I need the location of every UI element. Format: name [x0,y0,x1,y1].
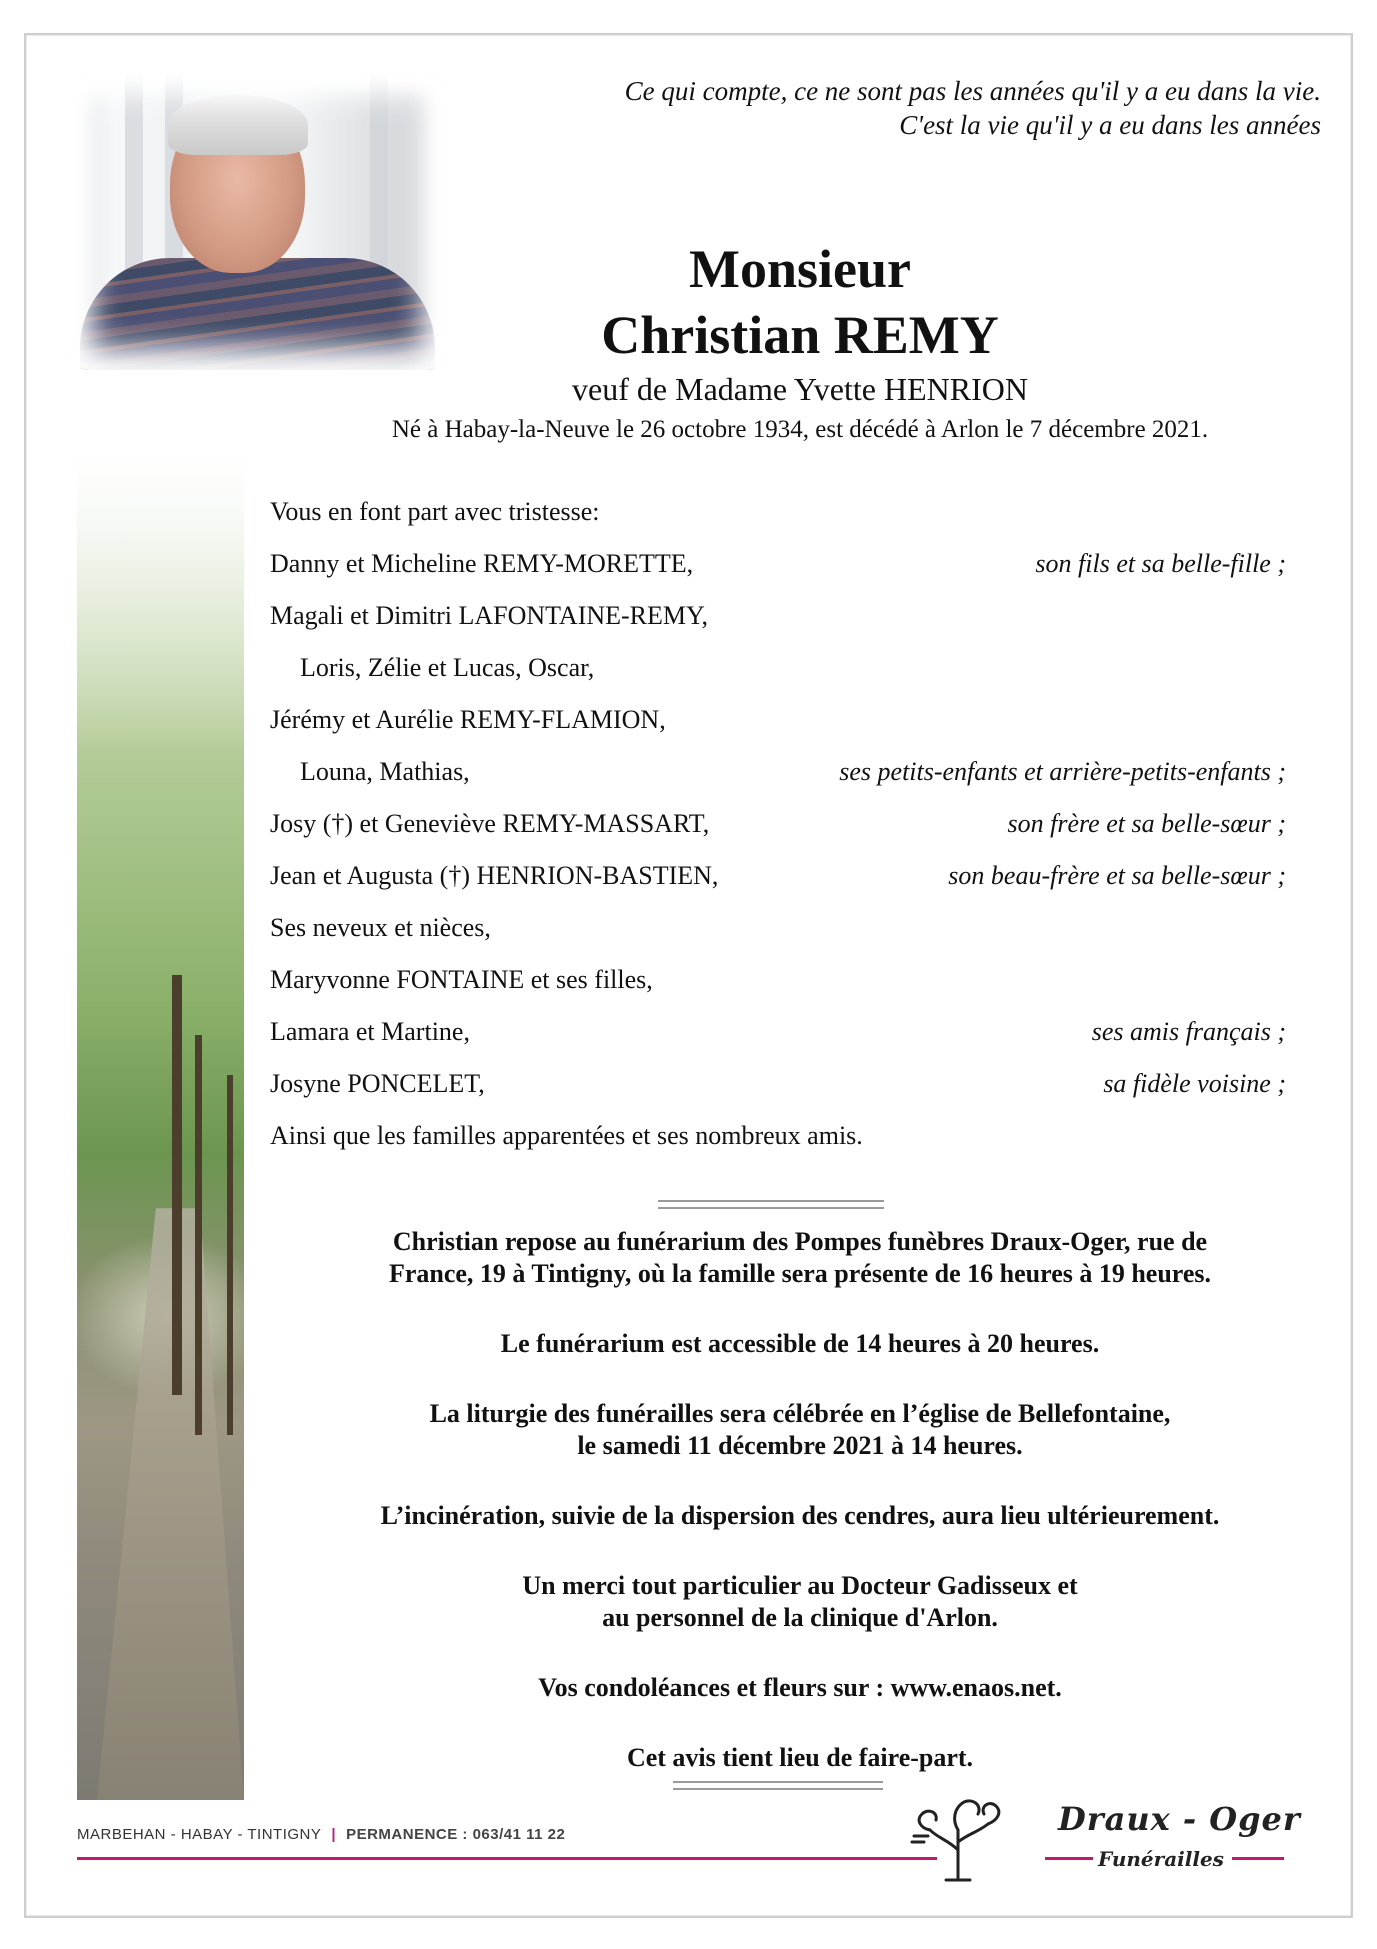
family-name: Lamara et Martine, [270,1017,470,1046]
footer-accent-line-left [77,1857,937,1860]
family-row [270,590,1286,642]
birth-death-line: Né à Habay-la-Neuve le 26 octobre 1934, est décédé à Arlon le 7 décembre 2021. [391,416,1209,443]
family-closing: Ainsi que les familles apparentées et ses nombreux amis. [270,1121,863,1150]
family-row [270,538,1286,590]
family-intro: Vous en font part avec tristesse: [270,497,600,526]
family-row [270,1006,1286,1058]
family-name: Josyne PONCELET, [270,1069,485,1098]
family-name: Magali et Dimitri LAFONTAINE-REMY, [270,601,708,630]
quote-line-2: C'est la vie qu'il y a eu dans les années [899,110,1321,140]
forest-path-image [77,455,244,1800]
family-row [270,850,1286,902]
portrait-photo [70,73,445,370]
thanks-line-1: Un merci tout particulier au Docteur Gadisseux et [522,1571,1078,1600]
thanks-line-2: au personnel de la clinique d'Arlon. [602,1603,998,1632]
quote-line-1: Ce qui compte, ce ne sont pas les années qu'il y a eu dans la vie. [624,76,1321,106]
liturgy-info [300,1398,1300,1462]
honorific: Monsieur [689,239,911,299]
family-row [270,642,1286,694]
family-relation: son fils et sa belle-fille ; [1035,549,1286,578]
family-row [270,746,1286,798]
family-name: Ses neveux et nièces, [270,913,491,942]
funerarium-line-2: France, 19 à Tintigny, où la famille sera présente de 16 heures à 19 heures. [388,1259,1212,1288]
family-name: Danny et Micheline REMY-MORETTE, [270,549,694,578]
family-name: Josy (†) et Geneviève REMY-MASSART, [270,809,710,838]
brand-subtitle: Funérailles [1098,1847,1224,1871]
family-row [270,798,1286,850]
deceased-title [450,236,1150,368]
funerarium-line-1: Christian repose au funérarium des Pompes funèbres Draux-Oger, rue de [392,1227,1208,1256]
footer-accent-line-right [1232,1857,1284,1860]
family-relation: son beau-frère et sa belle-sœur ; [948,861,1286,890]
footer-separator: | [331,1826,337,1843]
widow-line: veuf de Madame Yvette HENRION [572,371,1028,407]
footer-locations: MARBEHAN - HABAY - TINTIGNY [77,1826,322,1843]
family-relation: sa fidèle voisine ; [1103,1069,1286,1098]
family-name: Loris, Zélie et Lucas, Oscar, [300,653,595,682]
thanks-info [300,1570,1300,1634]
footer-contact [77,1826,565,1843]
family-name: Louna, Mathias, [300,757,470,786]
family-row [270,902,1286,954]
family-row [270,954,1286,1006]
funerarium-hours: Le funérarium est accessible de 14 heures à 20 heures. [500,1329,1100,1358]
liturgy-line-2: le samedi 11 décembre 2021 à 14 heures. [577,1431,1023,1460]
family-list [270,486,1286,1162]
family-relation: ses amis français ; [1091,1017,1286,1046]
notice-info: Cet avis tient lieu de faire-part. [626,1743,974,1772]
family-relation: ses petits-enfants et arrière-petits-enfants ; [839,757,1286,786]
separator-bottom [673,1781,883,1790]
footer-permanence: PERMANENCE : 063/41 11 22 [346,1826,566,1843]
family-name: Maryvonne FONTAINE et ses filles, [270,965,653,994]
memorial-quote [421,74,1321,142]
family-name: Jérémy et Aurélie REMY-FLAMION, [270,705,666,734]
brand-name: Draux - Oger [1058,1800,1301,1838]
separator-top [658,1200,884,1209]
condolences-info: Vos condoléances et fleurs sur : www.enaos.net. [538,1673,1062,1702]
cremation-info: L’incinération, suivie de la dispersion des cendres, aura lieu ultérieurement. [380,1501,1220,1530]
funerarium-info [300,1226,1300,1290]
liturgy-line-1: La liturgie des funérailles sera célébrée en l’église de Bellefontaine, [429,1399,1171,1428]
footer-accent-line-mid [1045,1857,1093,1860]
family-name: Jean et Augusta (†) HENRION-BASTIEN, [270,861,719,890]
family-relation: son frère et sa belle-sœur ; [1007,809,1286,838]
deceased-name: Christian REMY [601,305,999,365]
tree-logo-icon [908,1790,1008,1882]
family-row [270,1058,1286,1110]
family-row [270,694,1286,746]
